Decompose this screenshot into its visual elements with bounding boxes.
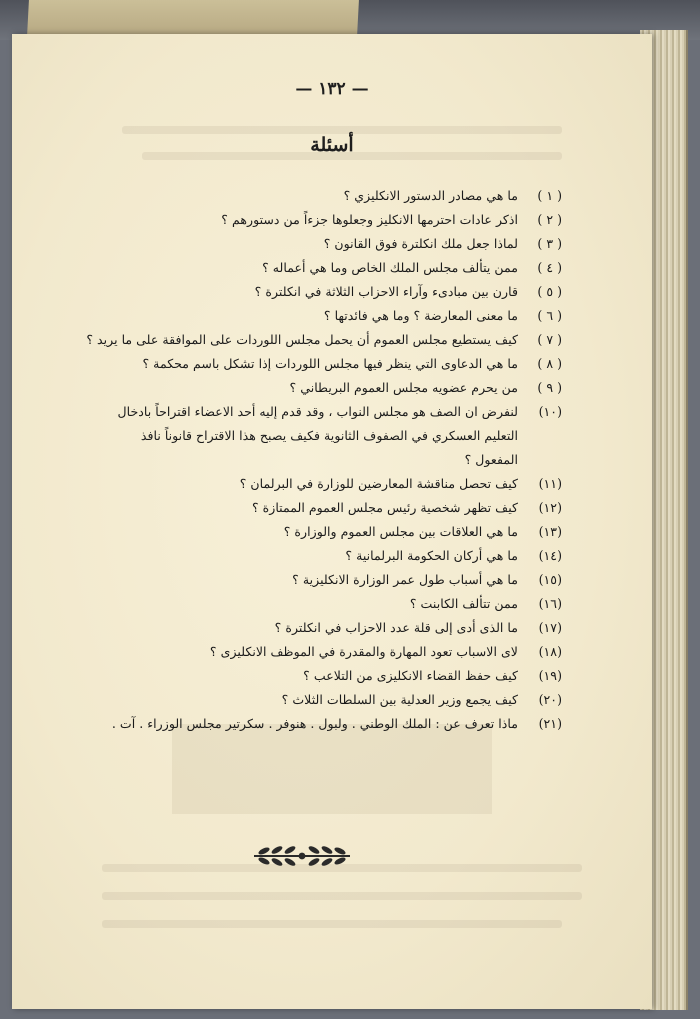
question-item	[112, 184, 562, 208]
question-text: لاى الاسباب تعود المهارة والمقدرة في الموظف الانكليزى ؟	[209, 644, 518, 659]
question-item	[112, 376, 562, 400]
question-number: (١٢)	[538, 500, 562, 515]
question-text: ممن يتألف مجلس الملك الخاص وما هي أعماله ؟	[262, 260, 518, 275]
question-item	[112, 352, 562, 376]
question-text: ماذا تعرف عن : الملك الوطني . ولبول . هنوفر . سكرتير مجلس الوزراء . آت .	[111, 716, 518, 731]
question-text: كيف حفظ القضاء الانكليزى من التلاعب ؟	[303, 668, 518, 683]
question-text: ممن تتألف الكابنت ؟	[409, 596, 518, 611]
question-text: ما هي مصادر الدستور الانكليزي ؟	[343, 188, 518, 203]
question-number: ( ٢ )	[537, 212, 562, 227]
question-text: ما هي العلاقات بين مجلس العموم والوزارة ؟	[283, 524, 518, 539]
question-item	[112, 664, 562, 688]
question-item	[112, 496, 562, 520]
question-text: من يحرم عضويه مجلس العموم البريطاني ؟	[289, 380, 518, 395]
question-number: ( ٤ )	[537, 260, 562, 275]
question-item	[112, 616, 562, 640]
question-text: قارن بين مبادىء وآراء الاحزاب الثلاثة في انكلترة ؟	[254, 284, 518, 299]
question-number: (١٠)	[538, 404, 562, 419]
show-through-block	[172, 724, 492, 814]
question-text: ما هي أسباب طول عمر الوزارة الانكليزية ؟	[292, 572, 518, 587]
book-page	[12, 34, 652, 1009]
question-item	[112, 304, 562, 328]
show-through-line	[102, 920, 562, 928]
question-text: ما الذى أدى إلى قلة عدد الاحزاب في انكلترة ؟	[274, 620, 518, 635]
question-text: لماذا جعل ملك انكلترة فوق القانون ؟	[323, 236, 518, 251]
question-text: لنفرض ان الصف هو مجلس النواب ، وقد قدم إليه أحد الاعضاء اقتراحاً بادخال التعليم العسكري في الصفوف الثانوية فكيف يصبح هذا الاقتراح قانوناً نافذ المفعول ؟	[117, 404, 518, 467]
question-text: اذكر عادات احترمها الانكليز وجعلوها جزءاً من دستورهم ؟	[221, 212, 518, 227]
question-number: (١٧)	[538, 620, 562, 635]
question-text: كيف تظهر شخصية رئيس مجلس العموم الممتازة ؟	[251, 500, 518, 515]
question-number: (١٥)	[538, 572, 562, 587]
question-number: ( ٥ )	[537, 284, 562, 299]
book-cloth-edge	[27, 0, 359, 36]
question-number: ( ٨ )	[537, 356, 562, 371]
question-item	[112, 688, 562, 712]
question-item	[112, 472, 562, 496]
question-number: (١٤)	[538, 548, 562, 563]
question-item	[112, 232, 562, 256]
show-through-line	[122, 126, 562, 134]
question-text: كيف يجمع وزير العدلية بين السلطات الثلاث ؟	[281, 692, 518, 707]
question-number: ( ٣ )	[537, 236, 562, 251]
question-number: (٢١)	[538, 716, 562, 731]
question-text: ما هي أركان الحكومة البرلمانية ؟	[345, 548, 518, 563]
question-item	[112, 544, 562, 568]
question-item	[112, 568, 562, 592]
question-item	[112, 280, 562, 304]
question-number: (١٩)	[538, 668, 562, 683]
leaf-ornament-icon	[250, 842, 354, 870]
question-number: ( ٩ )	[537, 380, 562, 395]
question-number: (١٦)	[538, 596, 562, 611]
question-text: كيف يستطيع مجلس العموم أن يحمل مجلس اللوردات على الموافقة على ما يريد ؟	[86, 332, 518, 347]
questions-list	[86, 184, 562, 736]
question-item	[112, 640, 562, 664]
question-number: (٢٠)	[538, 692, 562, 707]
question-item	[112, 592, 562, 616]
question-text: كيف تحصل مناقشة المعارضين للوزارة في البرلمان ؟	[239, 476, 518, 491]
question-item	[112, 208, 562, 232]
question-item	[112, 256, 562, 280]
question-text: ما هي الدعاوى التي ينظر فيها مجلس اللوردات إذا تشكل باسم محكمة ؟	[142, 356, 518, 371]
question-item	[112, 400, 562, 472]
question-item	[112, 712, 562, 736]
question-number: (١٣)	[538, 524, 562, 539]
question-number: (١١)	[538, 476, 562, 491]
question-number: ( ٦ )	[537, 308, 562, 323]
question-number: (١٨)	[538, 644, 562, 659]
page-title: أسئلة	[310, 134, 354, 156]
show-through-line	[102, 892, 582, 900]
question-item	[112, 520, 562, 544]
question-number: ( ٧ )	[537, 332, 562, 347]
question-number: ( ١ )	[537, 188, 562, 203]
question-text: ما معنى المعارضة ؟ وما هي فائدتها ؟	[323, 308, 518, 323]
question-item	[86, 328, 562, 352]
page-number: — ١٣٢ —	[295, 79, 369, 99]
